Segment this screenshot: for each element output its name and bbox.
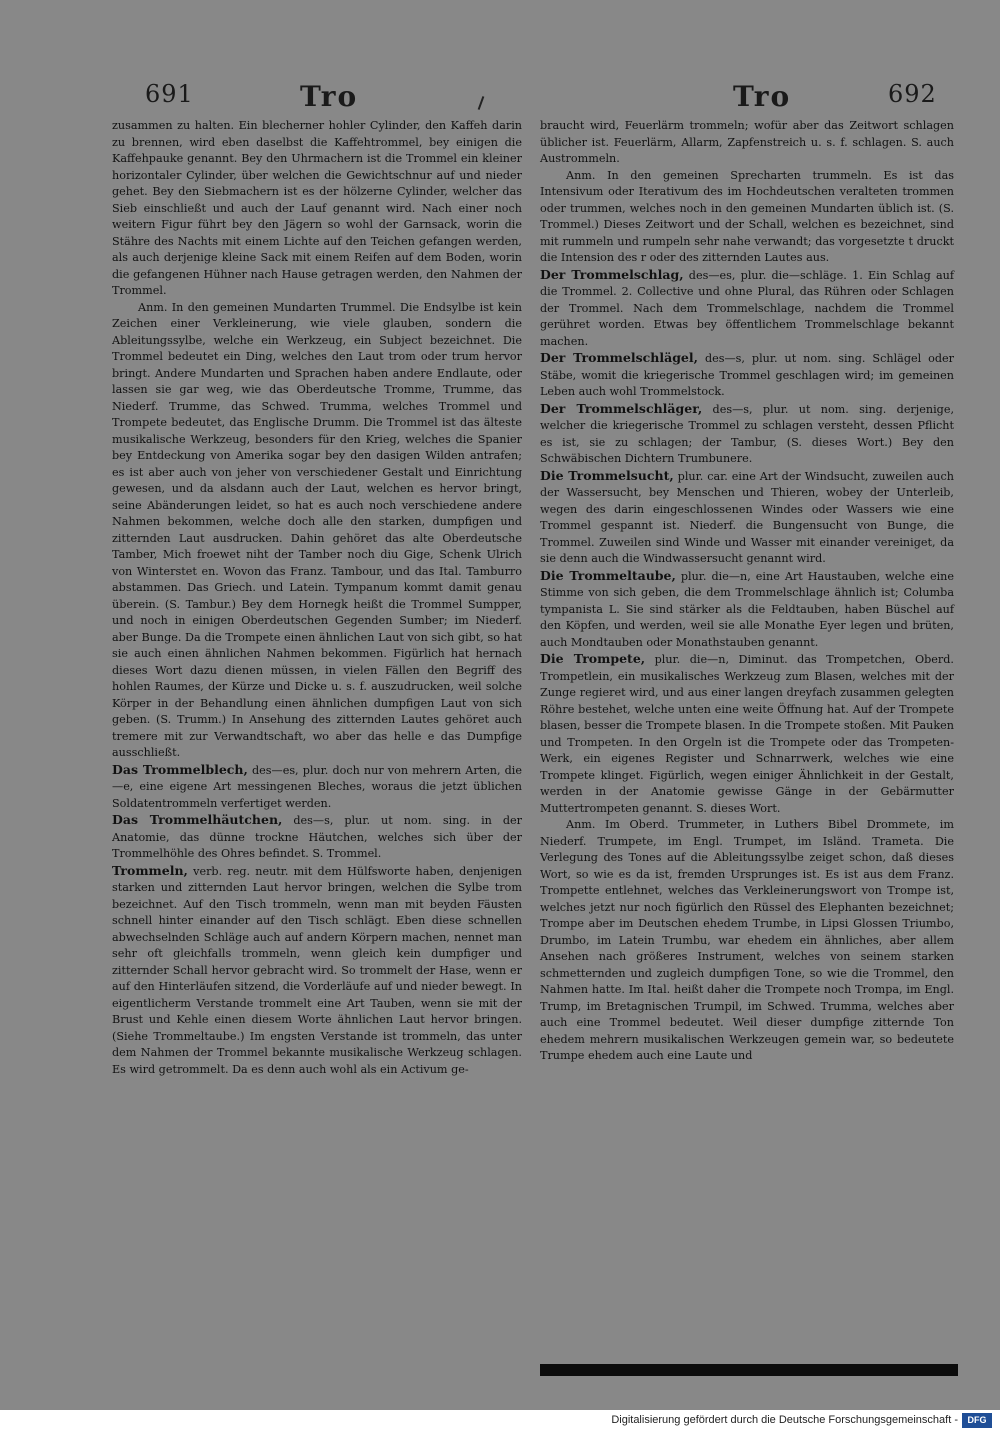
entry-lemma: Der Trommelschlag, [540, 266, 684, 282]
footer-bar [0, 1410, 1000, 1432]
entry-lemma: Trommeln, [112, 862, 188, 878]
entry-lemma: Die Trommeltaube, [540, 567, 676, 583]
funding-credit: Digitalisierung gefördert durch die Deutsche Forschungsgemeinschaft - [611, 1414, 958, 1426]
dictionary-entry [540, 568, 954, 652]
entry-text: des—s, plur. ut nom. sing. Schlägel oder Stäbe, womit die kriegerische Trommel geschlagen wird; im gemeinen Leben auch wohl Trommelstock. [540, 352, 955, 398]
entry-lemma: Die Trommelsucht, [540, 467, 674, 483]
annotation-paragraph: Anm. In den gemeinen Mundarten Trummel. Die Endsylbe ist kein Zeichen einer Verkleinerung, wie viele glauben, sondern die Ableitungssylbe, welche ein Werkzeug, ein Subject bezeichnet. Die Trommel bedeutet ein Ding, welches den Laut trom oder trum hervor bringt. Andere Mundarten und Sprachen haben andere Endlaute, oder lassen sie gar weg, wie das Oberdeutsche Tromme, Trumme, das Niederf. Trumme, das Schwed. Trumma, welches Trommel und Trompete bedeutet, das Englische Drumm. Die Trommel ist das älteste musikalische Werkzeug, besonders für den Krieg, welches die Spanier bey Entdeckung von Amerika sogar bey den dasigen Wilden antrafen; es ist aber auch von jeher von verschiedener Gestalt und Einrichtung gewesen, und da alsdann auch der Laut, welchen es hervor bringt, seine Abänderungen leidet, so hat es auch noch verschiedene andere Nahmen bekommen, welche doch alle den starken, dumpfigen und zitternden Laut ausdrucken. Dahin gehöret das alte Oberdeutsche Tamber, Mich froewet niht der Tamber noch diu Gige, Schenk Ulrich von Winterstet en. Wovon das Franz. Tambour, und das Ital. Tamburro abstammen. Das Griech. und Latein. Tympanum kommt damit genau überein. (S. Tambur.) Bey dem Hornegk heißt die Trommel Sumpper, und noch in einigen Oberdeutschen Gegenden Sumber; im Niederf. aber Bunge. Da die Trompete einen ähnlichen Laut von sich gibt, so hat sie auch einen ähnlichen Nahmen bekommen. Figürlich hat hernach dieses Wort dazu dienen müssen, in vielen Fällen den Begriff des hohlen Raumes, der Kürze und Dicke u. s. f. auszudrucken, weil solche Körper in der Behandlung einen ähnlichen dumpfigen Laut von sich geben. (S. Trumm.) In Ansehung des zitternden Lautes gehöret auch tremere mit zur Verwandtschaft, wo aber das helle e das Dumpfige ausschließt. [112, 300, 522, 759]
paragraph-continuation: zusammen zu halten. Ein blecherner hohler Cylinder, den Kaffeh darin zu brennen, wird eben daselbst die Kaffehtrommel, bey einigen die Kaffehpauke genannt. Bey den Uhrmachern ist die Trommel ein kleiner horizontaler Cylinder, über welchen die Gewichtschnur auf und nieder gehet. Bey den Siebmachern ist es der hölzerne Cylinder, welcher das Sieb einschließt und auch der Lauf genannt wird. Nach einer noch weitern Figur führt bey den Jägern so wohl der Garnsack, worin die Stähre des Nachts mit einem Lichte auf den Teichen gefangen werden, als auch derjenige kleine Sack mit einem Reifen auf dem Boden, worin die gefangenen Hühner nach Hause getragen werden, den Nahmen der Trommel. [112, 119, 522, 297]
dictionary-entry [540, 401, 954, 468]
left-column [112, 118, 522, 1078]
entry-lemma: Der Trommelschläger, [540, 400, 703, 416]
entry-lemma: Das Trommelhäutchen, [112, 812, 283, 827]
dfg-logo-icon: DFG [962, 1413, 992, 1428]
entry-lemma: Der Trommelschlägel, [540, 350, 698, 365]
paragraph-continuation: braucht wird, Feuerlärm trommeln; wofür aber das Zeitwort schlagen üblicher ist. Feuerlärm, Allarm, Zapfenstreich u. s. f. schlagen. S. auch Austrommeln. [540, 119, 954, 165]
dictionary-entry [540, 350, 954, 401]
entry-lemma: Die Trompete, [540, 651, 646, 666]
right-page-number: 692 [888, 80, 937, 108]
entry-text: des—es, plur. die—schläge. 1. Ein Schlag auf die Trommel. 2. Collective und ohne Plural, das Rühren oder Schlagen der Trommel. Nach dem Trommelschlage, nachdem die Trommel gerühret worden. Etwas bey öffentlichem Trommelschlage bekannt machen. [540, 268, 954, 348]
dictionary-entry [540, 267, 954, 351]
dictionary-entry [540, 468, 954, 568]
entry-lemma: Das Trommelblech, [112, 761, 248, 777]
entry-text: verb. reg. neutr. mit dem Hülfsworte haben, denjenigen starken und zitternden Laut hervor bringen, welchen die Sylbe trom bezeichnet. Auf den Tisch trommeln, wenn man mit beyden Fäusten schnell hinter einander auf den Tisch schlägt. Eben diese schnellen abwechselnden Schläge auch auf andern Körpern machen, nennet man sehr oft gleichfalls trommeln, wenn gleich kein dumpfiger und zitternder Schall hervor gebracht wird. So trommelt der Hase, wenn er auf den Hinterläufen sitzend, die Vorderläufe auf und nieder bewegt. In eigentlicherm Verstande trommelt eine Art Tauben, wenn sie mit der Brust und Kehle einen diesem Worte ähnlichen Laut hervor bringen. (Siehe Trommeltaube.) Im engsten Verstande ist trommeln, das unter dem Nahmen der Trommel bekannte musikalische Werkzeug schlagen. Es wird getrommelt. Da es denn auch wohl als ein Activum ge- [112, 864, 523, 1076]
entry-text: des—s, plur. ut nom. sing. in der Anatomie, das dünne trockne Häutchen, welches sich über der Trommelhöhle des Ohres befindet. S. Trommel. [112, 814, 522, 860]
dictionary-entry [112, 762, 522, 813]
dictionary-entry [112, 863, 522, 1079]
right-running-head: Tro [733, 80, 792, 113]
left-running-head: Tro [300, 80, 359, 113]
entry-text: plur. car. eine Art der Windsucht, zuweilen auch der Wassersucht, bey Menschen und Thieren, wobey der Unterleib, wegen des darin eingeschlossenen Windes oder Wassers wie eine Trommel gespannt ist. Niederf. die Bungensucht von Bunge, die Trommel. Zuweilen sind Winde und Wasser mit einander vereiniget, da sie denn auch die Windwassersucht genannt wird. [540, 469, 954, 565]
scan-mark [478, 96, 485, 110]
entry-text: plur. die—n, Diminut. das Trompetchen, Oberd. Trompetlein, ein musikalisches Werkzeug zum Blasen, welches mit der Zunge regieret wird, und aus einer langen dreyfach zusammen gelegten Röhre bestehet, welche unten eine weite Öffnung hat. Auf der Trompete blasen, besser die Trompete blasen. In die Trompete stoßen. Mit Pauken und Trompeten. In den Orgeln ist die Trompete oder das Trompeten-Werk, ein eigenes Register und Schnarrwerk, welches wie eine Trompete klinget. Figürlich, wegen einiger Ähnlichkeit in der Gestalt, werden in der Anatomie gewisse Gänge in der Gebärmutter Muttertrompeten genannt. S. dieses Wort. [540, 653, 954, 815]
annotation-paragraph: Anm. Im Oberd. Trummeter, in Luthers Bibel Drommete, im Niederf. Trumpete, im Engl. Trumpet, im Isländ. Trameta. Die Verlegung des Tones auf die Ableitungssylbe zeiget schon, daß dieses Wort, so wie es da ist, fremden Ursprunges ist. Es ist aus dem Franz. Trompette entlehnet, welches das Verkleinerungswort von Trompe ist, welches jetzt nur noch figürlich den Rüssel des Elephanten bezeichnet; Trompe aber im Deutschen ehedem Trumbe, in Lipsi Glossen Triumbo, Drumbo, im Latein Trumbu, war ehedem ein ähnliches, aber allem Ansehen nach größeres Instrument, welches von seinem starken schmetternden und zugleich dumpfigen Tone, so wie die Trommel, den Nahmen hatte. Im Ital. heißt daher die Trompete noch Trompa, im Engl. Trump, im Bretagnischen Trumpil, im Schwed. Trumma, welches aber auch eine Trommel bedeutet. Weil dieser dumpfige zitternde Ton ehedem mehrern musikalischen Werkzeugen gemein war, so bedeutete Trumpe ehedem auch eine Laute und [540, 818, 954, 1062]
scan-edge-bar [540, 1364, 958, 1376]
left-page-number: 691 [145, 80, 194, 108]
entry-text: des—es, plur. doch nur von mehrern Arten, die—e, eine eigene Art messingenen Bleches, woraus die jetzt üblichen Soldatentrommeln verfertiget werden. [112, 763, 523, 810]
dictionary-entry [540, 651, 954, 817]
right-column [540, 118, 954, 1065]
entry-text: des—s, plur. ut nom. sing. derjenige, welcher die kriegerische Trommel zu schlagen versteht, dessen Pflicht es ist, sie zu schlagen; der Tambur, (S. dieses Wort.) Bey den Schwäbischen Dichtern Trumbunere. [540, 402, 954, 465]
entry-text: plur. die—n, eine Art Haustauben, welche eine Stimme von sich geben, die dem Trommelschlage ähnlich ist; Columba tympanista L. Sie sind stärker als die Feldtauben, haben Büschel auf den Köpfen, und werden, weil sie alle Monathe Eyer legen und brüten, auch Mondtauben oder Monathstauben genannt. [540, 569, 954, 649]
dictionary-entry [112, 812, 522, 863]
annotation-paragraph: Anm. In den gemeinen Sprecharten trummeln. Es ist das Intensivum oder Iterativum des im Hochdeutschen veralteten trommen oder trummen, welches noch in den gemeinen Mundarten üblich ist. (S. Trommel.) Dieses Zeitwort und der Schall, welchen es bezeichnet, sind mit rummeln und rumpeln sehr nahe verwandt; das vorgesetzte t druckt die Intension des r oder des zitternden Lautes aus. [540, 168, 954, 264]
